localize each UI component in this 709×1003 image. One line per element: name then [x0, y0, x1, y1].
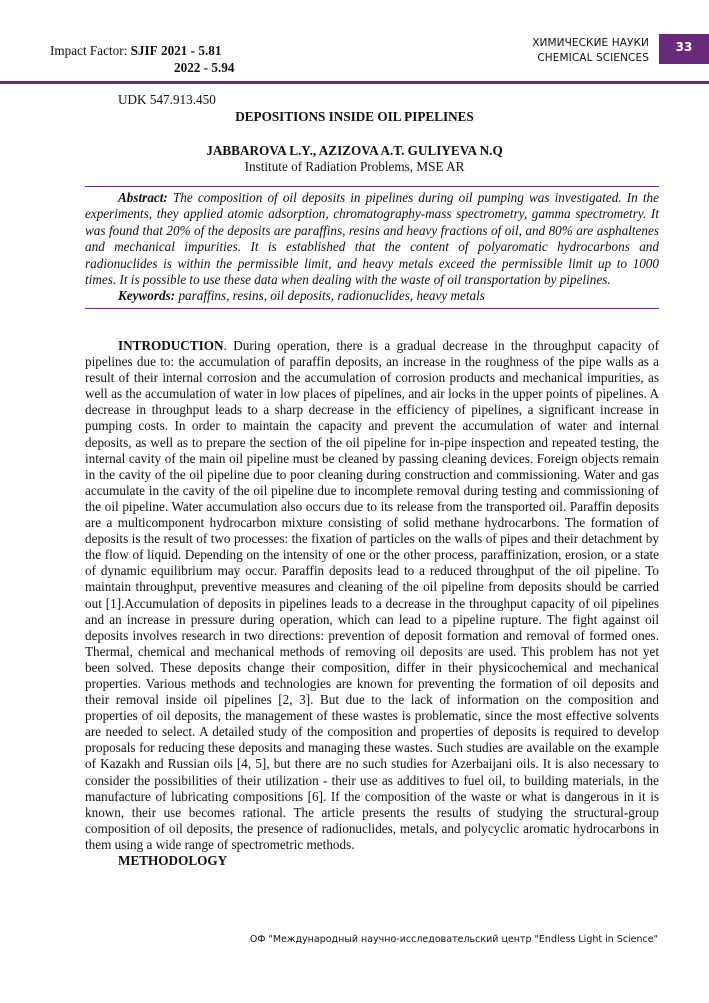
journal-section-title: [532, 36, 649, 66]
journal-title-ru: ХИМИЧЕСКИЕ НАУКИ: [532, 37, 649, 49]
introduction-text: . During operation, there is a gradual decrease in the throughput capacity of pipelines due to: the accumulation of paraffin deposits, an increase in the roughness of the pipe walls as a result of their internal corrosion and the accumulation of corrosion products and mechanical impurities, as well as the accumulation of water in low places of pipelines, and air locks in the upper points of pipelines. A decrease in throughput leads to a sharp decrease in the efficiency of pipelines, a significant increase in pumping costs. In order to maintain the capacity and prevent the accumulation of water and internal deposits, as well as to prepare the section of the oil pipeline for in-pipe inspection and repeated testing, the internal cavity of the main oil pipeline must be cleaned by passing cleaning devices. Foreign objects remain in the cavity of the oil pipeline due to poor cleaning during construction and commissioning. Water and gas accumulate in the cavity of the oil pipeline due to incomplete removal during testing and commissioning of the oil pipeline. Water accumulation also occurs due to its release from the transported oil. Paraffin deposits are a multicomponent hydrocarbon mixture consisting of solid methane hydrocarbons. The formation of deposits is the result of two processes: the fixation of particles on the walls of pipes and their detachment by the flow of liquid. Depending on the intensity of one or the other process, paraffinization, erosion, or a state of dynamic equilibrium may occur. Paraffin deposits lead to a reduced throughput of the oil pipeline. To maintain throughput, preventive measures and cleaning of the oil pipeline from deposits should be carried out [1].Accumulation of deposits in pipelines leads to a decrease in the throughput capacity of oil pipelines and an increase in pressure during operation, which can lead to a pipeline rupture. The fight against oil deposits involves research in two directions: prevention of deposit formation and removal of formed ones. Thermal, chemical and mechanical methods of removing oil deposits are used. This problem has not yet been solved. These deposits change their composition, differ in their physicochemical and mechanical properties. Various methods and technologies are known for preventing the formation of oil deposits and their removal inside oil pipelines [2, 3]. But due to the lack of information on the composition and properties of oil deposits, the management of these wastes is problematic, since the most effective solvents are needed to select. A detailed study of the composition and properties of deposits is required to develop proposals for reducing these deposits and managing these wastes. Such studies are available on the example of Kazakh and Russian oils [4, 5], but there are no such studies for Azerbaijani oils. It is also necessary to consider the possibilities of their utilization - their use as additives to fuel oil, to building materials, in the manufacture of lubricating compositions [6]. If the composition of the waste or what is dangerous in it is known, their use becomes rational. The article presents the results of studying the structural-group composition of oil deposits, the presence of radionuclides, metals, and polycyclic aromatic hydrocarbons in them using a wide range of spectrometric methods.: [85, 338, 659, 852]
impact-factor-row: [50, 42, 234, 59]
sjif-2022: 2022 - 5.94: [174, 60, 235, 75]
abstract-text: The composition of oil deposits in pipelines during oil pumping was investigated. In the experiments, they applied atomic adsorption, chromatography-mass spectrometry, gamma spectrometry. It was found that 20% of the deposits are paraffins, resins and heavy fractions of oil, and 80% are asphaltenes and mechanical impurities. It is established that the content of polyaromatic hydrocarbons and radionuclides is within the permissible limit, and heavy metals exceed the permissible limit up to 1000 times. It is possible to use these data when dealing with the waste of oil transportation by pipelines.: [85, 190, 659, 288]
header-divider: [0, 81, 709, 84]
introduction-paragraph: [85, 338, 659, 853]
article-body: [85, 338, 659, 869]
impact-label: Impact Factor:: [50, 43, 128, 58]
keywords-text: paraffins, resins, oil deposits, radionuclides, heavy metals: [175, 288, 485, 304]
journal-title-en: CHEMICAL SCIENCES: [537, 52, 649, 64]
keywords-paragraph: [85, 288, 659, 304]
sjif-label: SJIF: [130, 43, 158, 58]
abstract-paragraph: [85, 190, 659, 288]
methodology-heading: METHODOLOGY: [118, 853, 228, 868]
sjif-2021: 2021 - 5.81: [160, 43, 222, 58]
author-institution: Institute of Radiation Problems, MSE AR: [244, 159, 465, 174]
publisher-footer: ОФ "Международный научно-исследовательский центр "Endless Light in Science": [249, 934, 658, 945]
page-number: 33: [675, 40, 693, 54]
article-authors: JABBAROVA L.Y., AZIZOVA A.T. GULIYEVA N.Q: [206, 143, 503, 158]
keywords-label: Keywords:: [118, 288, 176, 304]
article-title: DEPOSITIONS INSIDE OIL PIPELINES: [235, 109, 474, 124]
abstract-label: Abstract:: [118, 190, 168, 205]
impact-factor-block: [50, 42, 234, 76]
abstract-box: [85, 186, 659, 309]
introduction-heading: INTRODUCTION: [118, 338, 224, 353]
udk-code: UDK 547.913.450: [118, 92, 216, 107]
page-number-badge: [659, 34, 709, 64]
